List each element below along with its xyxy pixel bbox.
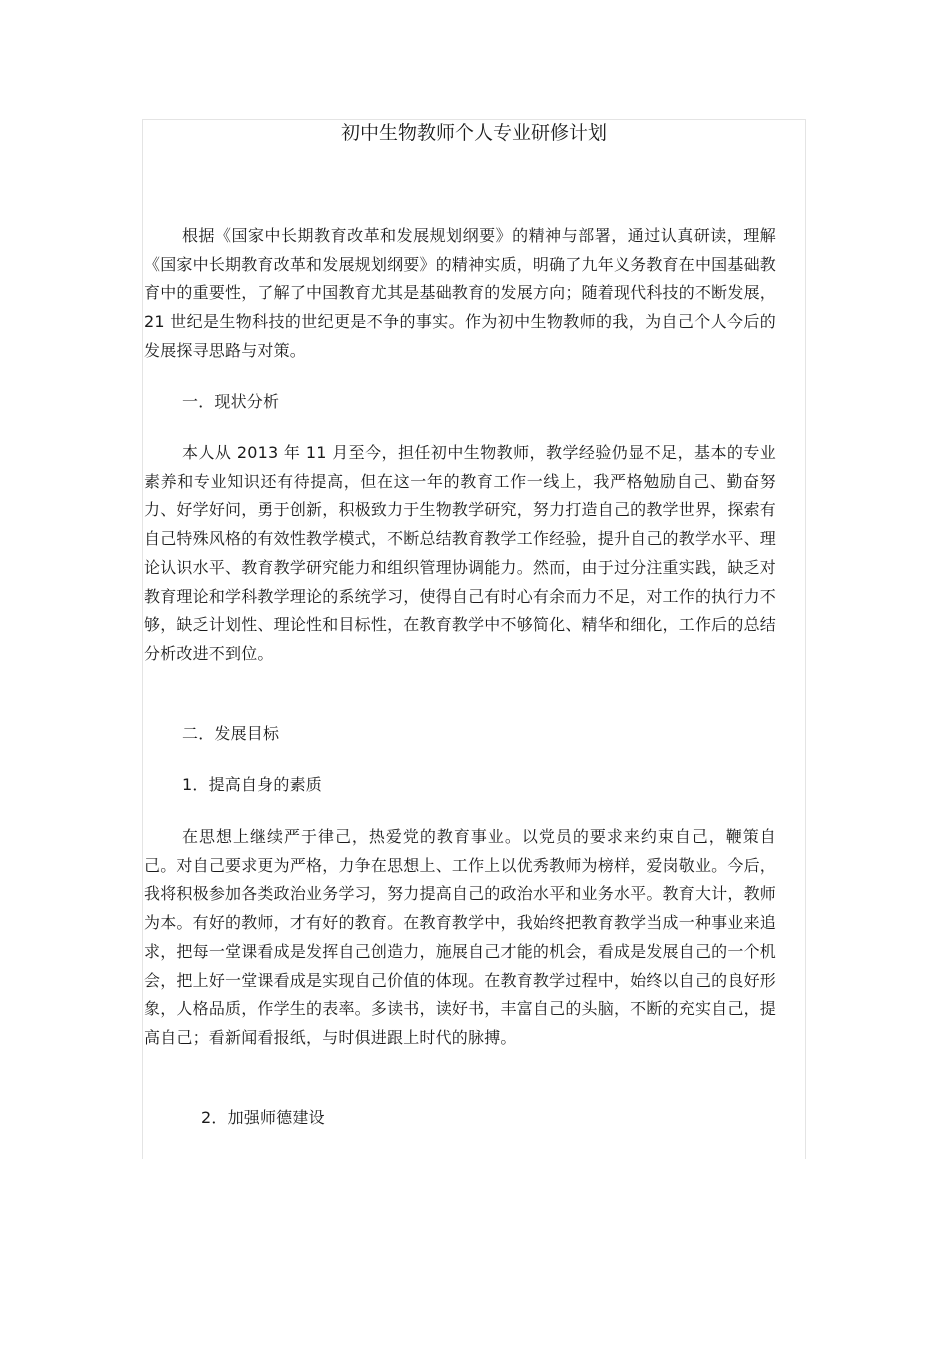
section-heading-status-analysis: 一．现状分析	[182, 392, 280, 411]
status-analysis-paragraph: 本人从 2013 年 11 月至今，担任初中生物教师，教学经验仍显不足，基本的专业素养和专业知识还有待提高，但在这一年的教育工作一线上，我严格勉励自己、勤奋努力、好学好问，勇于创新，积极致力于生物教学研究，努力打造自己的教学世界，探索有自己特殊风格的有效性教学模式，不断总结教育教学工作经验，提升自己的教学水平、理论认识水平、教育教学研究能力和组织管理协调能力。然而，由于过分注重实践，缺乏对教育理论和学科教学理论的系统学习，使得自己有时心有余而力不足，对工作的执行力不够，缺乏计划性、理论性和目标性，在教育教学中不够简化、精华和细化，工作后的总结分析改进不到位。	[144, 443, 776, 663]
improve-quality-paragraph: 在思想上继续严于律己，热爱党的教育事业。以党员的要求来约束自己，鞭策自己。对自己要求更为严格，力争在思想上、工作上以优秀教师为榜样，爱岗敬业。今后，我将积极参加各类政治业务学习，努力提高自己的政治水平和业务水平。教育大计，教师为本。有好的教师，才有好的教育。在教育教学中，我始终把教育教学当成一种事业来追求，把每一堂课看成是发挥自己创造力，施展自己才能的机会，看成是发展自己的一个机会，把上好一堂课看成是实现自己价值的体现。在教育教学过程中，始终以自己的良好形象，人格品质，作学生的表率。多读书，读好书，丰富自己的头脑，不断的充实自己，提高自己；看新闻看报纸，与时俱进跟上时代的脉搏。	[144, 827, 776, 1047]
section-heading-development-goals: 二．发展目标	[182, 724, 280, 743]
subheading-teacher-ethics: 2．加强师德建设	[201, 1108, 325, 1127]
document-title: 初中生物教师个人专业研修计划	[340, 122, 607, 144]
intro-paragraph: 根据《国家中长期教育改革和发展规划纲要》的精神与部署，通过认真研读，理解《国家中长期教育改革和发展规划纲要》的精神实质，明确了九年义务教育在中国基础教育中的重要性，了解了中国教育尤其是基础教育的发展方向；随着现代科技的不断发展， 21 世纪是生物科技的世纪更是不争的事实。作为初中生物教师的我，为自己个人今后的发展探寻思路与对策。	[144, 226, 776, 360]
subheading-improve-quality: 1．提高自身的素质	[182, 775, 322, 794]
